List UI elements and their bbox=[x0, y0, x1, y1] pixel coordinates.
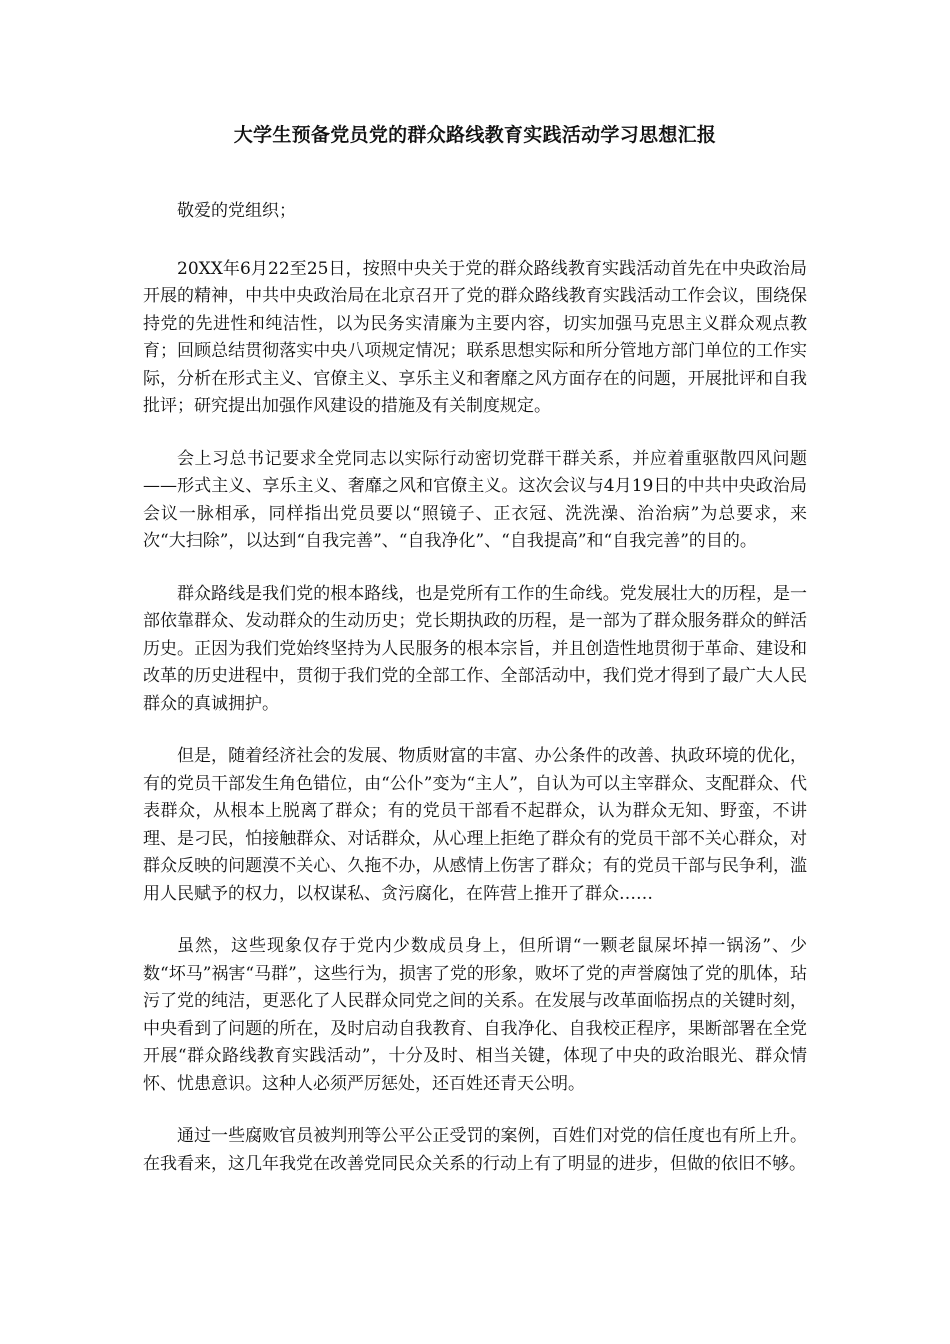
paragraph-1: 20XX年6月22至25日，按照中央关于党的群众路线教育实践活动首先在中央政治局开展的精神，中共中央政治局在北京召开了党的群众路线教育实践活动工作会议，围绕保持党的先进性和纯洁性，以为民务实清廉为主要内容，切实加强马克思主义群众观点教育；回顾总结贯彻落实中央八项规定情况；联系思想实际和所分管地方部门单位的工作实际，分析在形式主义、官僚主义、享乐主义和奢靡之风方面存在的问题，开展批评和自我批评；研究提出加强作风建设的措施及有关制度规定。 bbox=[143, 258, 807, 416]
paragraph-2: 会上习总书记要求全党同志以实际行动密切党群干群关系，并应着重驱散四风问题——形式主义、享乐主义、奢靡之风和官僚主义。这次会议与4月19日的中共中央政治局会议一脉相承，同样指出党员要以“照镜子、正衣冠、洗洗澡、治治病”为总要求，来次“大扫除”，以达到“自我完善”、“自我净化”、“自我提高”和“自我完善”的目的。 bbox=[143, 448, 807, 551]
paragraph-6: 通过一些腐败官员被判刑等公平公正受罚的案例，百姓们对党的信任度也有所上升。在我看来，这几年我党在改善党同民众关系的行动上有了明显的进步，但做的依旧不够。 bbox=[143, 1126, 807, 1174]
paragraph-4: 但是，随着经济社会的发展、物质财富的丰富、办公条件的改善、执政环境的优化，有的党员干部发生角色错位，由“公仆”变为“主人”，自认为可以主宰群众、支配群众、代表群众，从根本上脱离了群众；有的党员干部看不起群众，认为群众无知、野蛮，不讲理、是刁民，怕接触群众、对话群众，从心理上拒绝了群众有的党员干部不关心群众，对群众反映的问题漠不关心、久拖不办，从感情上伤害了群众；有的党员干部与民争利，滥用人民赋予的权力，以权谋私、贪污腐化，在阵营上推开了群众…… bbox=[143, 746, 807, 904]
document-body bbox=[143, 198, 807, 1203]
paragraph-3: 群众路线是我们党的根本路线，也是党所有工作的生命线。党发展壮大的历程，是一部依靠群众、发动群众的生动历史；党长期执政的历程，是一部为了群众服务群众的鲜活历史。正因为我们党始终坚持为人民服务的根本宗旨，并且创造性地贯彻于革命、建设和改革的历史进程中，贯彻于我们党的全部工作、全部活动中，我们党才得到了最广大人民群众的真诚拥护。 bbox=[143, 583, 807, 714]
salutation: 敬爱的党组织； bbox=[177, 201, 296, 221]
paragraph-5: 虽然，这些现象仅存于党内少数成员身上，但所谓“一颗老鼠屎坏掉一锅汤”、少数“坏马”祸害“马群”，这些行为，损害了党的形象，败坏了党的声誉腐蚀了党的肌体，玷污了党的纯洁，更恶化了人民群众同党之间的关系。在发展与改革面临拐点的关键时刻，中央看到了问题的所在，及时启动自我教育、自我净化、自我校正程序，果断部署在全党开展“群众路线教育实践活动”，十分及时、相当关键，体现了中央的政治眼光、群众情怀、忧患意识。这种人必须严厉惩处，还百姓还青天公明。 bbox=[143, 936, 807, 1094]
document-title: 大学生预备党员党的群众路线教育实践活动学习思想汇报 bbox=[233, 124, 717, 146]
